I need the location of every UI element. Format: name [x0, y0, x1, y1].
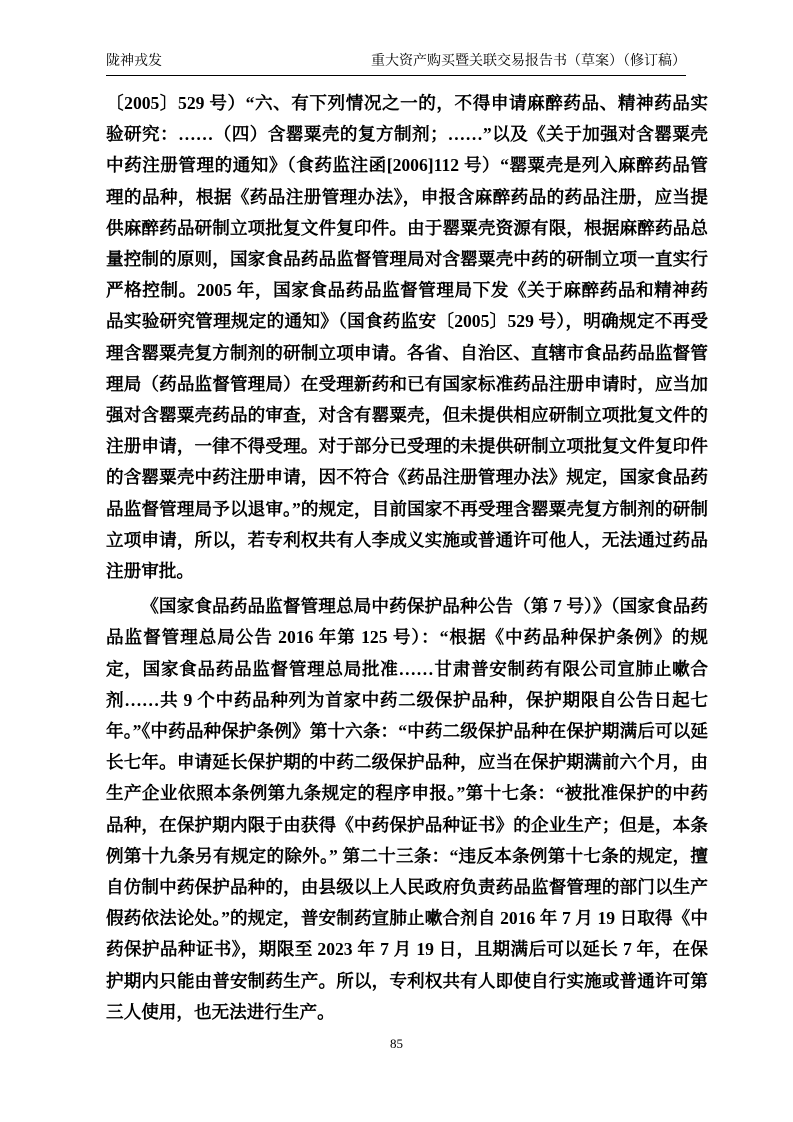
body-paragraph-1: 〔2005〕529 号）“六、有下列情况之一的，不得申请麻醉药品、精神药品实验研究：……（四）含罂粟壳的复方制剂；……”以及《关于加强对含罂粟壳中药注册管理的通知》（食药监注函[2006]112 号）“罂粟壳是列入麻醉药品管理的品种，根据《药品注册管理办法》，申报含麻醉药品的药品注册，应当提供麻醉药品研制立项批复文件复印件。由于罂粟壳资源有限，根据麻醉药品总量控制的原则，国家食品药品监督管理局对含罂粟壳中药的研制立项一直实行严格控制。2005 年，国家食品药品监督管理局下发《关于麻醉药品和精神药品实验研究管理规定的通知》（国食药监安〔2005〕529 号），明确规定不再受理含罂粟壳复方制剂的研制立项申请。各省、自治区、直辖市食品药品监督管理局（药品监督管理局）在受理新药和已有国家标准药品注册申请时，应当加强对含罂粟壳药品的审查，对含有罂粟壳，但未提供相应研制立项批复文件的注册申请，一律不得受理。对于部分已受理的未提供研制立项批复文件复印件的含罂粟壳中药注册申请，因不符合《药品注册管理办法》规定，国家食品药品监督管理局予以退审。”的规定，目前国家不再受理含罂粟壳复方制剂的研制立项申请，所以，若专利权共有人李成义实施或普通许可他人，无法通过药品注册审批。 — [106, 93, 708, 582]
page-footer — [0, 1036, 793, 1052]
body-paragraph-2: 《国家食品药品监督管理总局中药保护品种公告（第 7 号）》（国家食品药品监督管理总局公告 2016 年第 125 号）：“根据《中药品种保护条例》的规定，国家食品药品监督管理总局批准……甘肃普安制药有限公司宣肺止嗽合剂……共 9 个中药品种列为首家中药二级保护品种，保护期限自公告日起七年。”《中药品种保护条例》第十六条：“中药二级保护品种在保护期满后可以延长七年。申请延长保护期的中药二级保护品种，应当在保护期满前六个月，由生产企业依照本条例第九条规定的程序申报。”第十七条：“被批准保护的中药品种，在保护期内限于由获得《中药保护品种证书》的企业生产；但是，本条例第十九条另有规定的除外。” 第二十三条：“违反本条例第十七条的规定，擅自仿制中药保护品种的，由县级以上人民政府负责药品监督管理的部门以生产假药依法论处。”的规定，普安制药宣肺止嗽合剂自 2016 年 7 月 19 日取得《中药保护品种证书》，期限至 2023 年 7 月 19 日，且期满后可以延长 7 年，在保护期内只能由普安制药生产。所以，专利权共有人即使自行实施或普通许可第三人使用，也无法进行生产。 — [106, 596, 708, 1022]
header-company-name: 陇神戎发 — [106, 54, 162, 69]
page-number: 85 — [390, 1036, 403, 1051]
document-body — [106, 88, 708, 1028]
page-header — [106, 53, 686, 76]
header-document-title: 重大资产购买暨关联交易报告书（草案）（修订稿） — [371, 54, 686, 69]
